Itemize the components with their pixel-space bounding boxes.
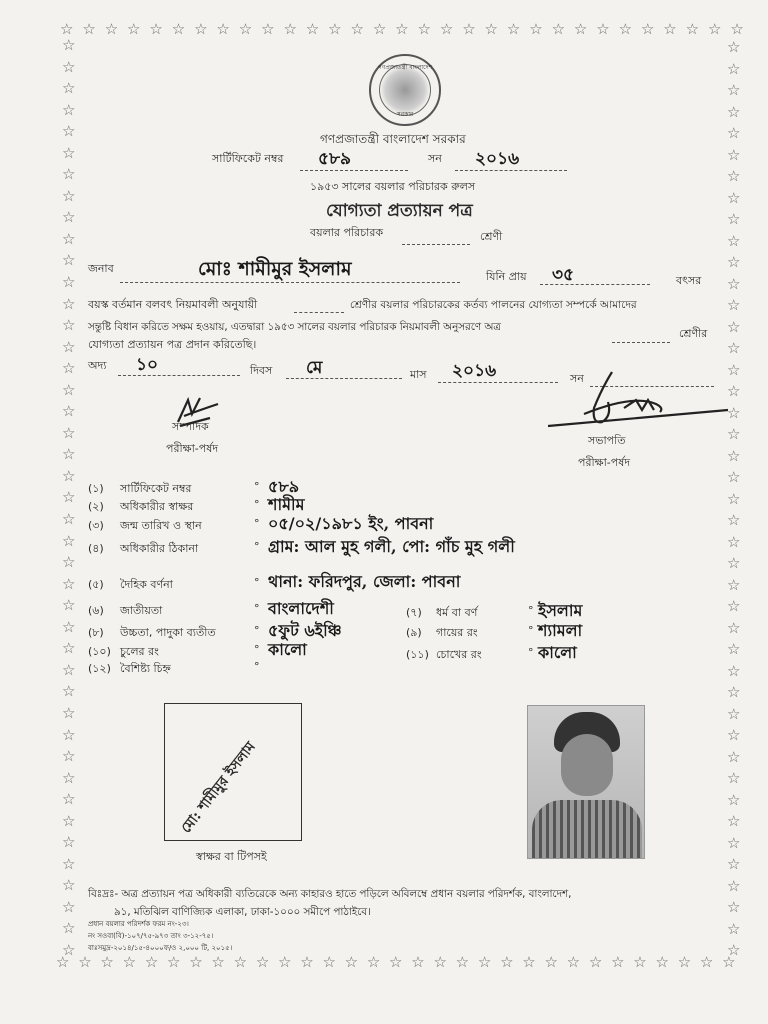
star-icon: ☆	[62, 359, 76, 378]
star-icon: ☆	[389, 953, 403, 971]
star-icon: ☆	[62, 79, 76, 98]
star-icon: ☆	[62, 703, 76, 722]
detail-label: বৈশিষ্ট্য চিহ্ন	[120, 662, 171, 675]
star-icon: ☆	[56, 953, 70, 971]
year-label: সন	[570, 372, 584, 385]
star-icon: ☆	[100, 953, 114, 971]
star-icon: ☆	[211, 953, 225, 971]
star-icon: ☆	[727, 296, 741, 314]
detail-num: (৭)	[406, 606, 422, 619]
body-line2b: শ্রেণীর	[679, 327, 708, 340]
detail-value: শ্যামলা	[538, 621, 583, 640]
star-icon: ☆	[255, 953, 270, 971]
star-icon: ☆	[633, 953, 647, 971]
year-value: ২০১৬	[452, 361, 497, 381]
star-icon: ☆	[366, 953, 381, 971]
star-icon: ☆	[62, 940, 76, 959]
star-icon: ☆	[62, 660, 76, 679]
star-icon: ☆	[727, 575, 741, 594]
detail-label: উচ্চতা, পাদুকা ব্যতীত	[120, 626, 216, 639]
star-icon: ☆	[455, 953, 470, 971]
rules-act: ১৯৫৩ সালের বয়লার পরিচারক রুলস	[310, 180, 476, 193]
star-icon: ☆	[233, 953, 248, 971]
star-icon: ☆	[62, 790, 76, 809]
president-role: সভাপতি	[588, 434, 626, 447]
body-line1a: বয়স্ক বর্তমান বলবৎ নিয়মাবলী অনুযায়ী	[88, 298, 258, 311]
star-icon: ☆	[104, 20, 119, 38]
star-icon: ☆	[283, 20, 297, 38]
star-icon: ☆	[544, 953, 558, 971]
holder-photo	[527, 705, 645, 859]
secretary-role: সম্পাদক	[172, 420, 209, 433]
detail-value: থানা: ফরিদপুর, জেলা: পাবনা	[268, 572, 461, 591]
star-icon: ☆	[62, 337, 76, 356]
star-border-bottom	[56, 955, 736, 970]
star-icon: ☆	[417, 20, 431, 38]
colon-mark: °	[254, 540, 260, 553]
footer-small2: নং সওবা(বি)-১০৭/৭৫-৯৭৩ তাং ৩-১২-৭৫।	[88, 932, 214, 940]
detail-num: (৪)	[88, 542, 104, 555]
star-icon: ☆	[727, 360, 741, 379]
star-icon: ☆	[144, 953, 159, 971]
attendant-label: বয়লার পরিচারক	[310, 226, 384, 239]
detail-num: (১)	[88, 482, 104, 495]
colon-mark: °	[254, 602, 260, 615]
colon-mark: °	[254, 480, 260, 493]
star-icon: ☆	[727, 403, 741, 422]
detail-num: (১০)	[88, 645, 111, 658]
star-icon: ☆	[62, 488, 76, 507]
government-seal-icon: গণপ্রজাতন্ত্রী বাংলাদেশ সরকার	[369, 54, 441, 126]
detail-num: (৬)	[88, 604, 104, 617]
secretary-org: পরীক্ষা-পর্ষদ	[166, 442, 219, 455]
star-icon: ☆	[727, 683, 741, 701]
star-icon: ☆	[722, 953, 736, 971]
star-icon: ☆	[62, 876, 76, 895]
cert-year-value: ২০১৬	[475, 149, 520, 169]
star-icon: ☆	[62, 811, 76, 830]
detail-label: দৈহিক বর্ণনা	[120, 578, 173, 591]
star-icon: ☆	[727, 425, 741, 443]
star-icon: ☆	[127, 20, 141, 38]
star-icon: ☆	[238, 20, 253, 38]
star-icon: ☆	[216, 20, 230, 38]
class-label: শ্রেণী	[480, 230, 503, 243]
star-icon: ☆	[261, 20, 275, 38]
cert-year-label: সন	[428, 152, 442, 165]
star-icon: ☆	[194, 20, 208, 38]
detail-num: (৩)	[88, 519, 104, 532]
detail-value: ইসলাম	[538, 601, 583, 620]
star-icon: ☆	[727, 124, 741, 142]
detail-label: সার্টিফিকেট নম্বর	[120, 482, 192, 495]
detail-label: গায়ের রং	[436, 626, 478, 639]
star-icon: ☆	[663, 20, 677, 38]
detail-label: জাতীয়তা	[120, 604, 163, 617]
star-icon: ☆	[566, 953, 581, 971]
star-icon: ☆	[727, 489, 741, 508]
star-icon: ☆	[727, 81, 741, 99]
president-signature-icon	[544, 364, 734, 436]
star-icon: ☆	[655, 953, 669, 971]
star-icon: ☆	[500, 953, 514, 971]
day-value: ১০	[136, 355, 159, 375]
detail-value: কালো	[268, 640, 307, 659]
detail-value: শামীম	[268, 495, 305, 514]
detail-value: গ্রাম: আল মুহ গলী, পো: গাঁচ মুহ গলী	[268, 537, 515, 556]
age-label: যিনি প্রায়	[486, 270, 527, 283]
colon-mark: °	[254, 517, 260, 530]
star-icon: ☆	[300, 953, 314, 971]
detail-label: অধিকারীর স্বাক্ষর	[120, 500, 194, 513]
day-label: দিবস	[250, 364, 273, 377]
month-label: মাস	[410, 368, 427, 381]
star-icon: ☆	[62, 273, 76, 292]
star-icon: ☆	[462, 20, 476, 38]
detail-value: ৫৮৯	[268, 477, 300, 496]
star-icon: ☆	[122, 953, 137, 971]
star-icon: ☆	[640, 20, 655, 38]
star-icon: ☆	[328, 20, 342, 38]
star-icon: ☆	[62, 725, 76, 744]
colon-mark: °	[254, 576, 260, 589]
star-icon: ☆	[727, 833, 741, 852]
star-icon: ☆	[727, 468, 741, 486]
star-icon: ☆	[62, 553, 76, 572]
star-icon: ☆	[62, 445, 76, 464]
star-icon: ☆	[62, 36, 76, 54]
star-icon: ☆	[62, 100, 76, 119]
star-icon: ☆	[189, 953, 203, 971]
footer-small1: প্রধান বয়লার পরিদর্শক ফরম নং-২৩।	[88, 920, 189, 928]
body-line3: যোগ্যতা প্রত্যায়ন পত্র প্রদান করিতেছি।	[88, 338, 257, 351]
star-icon: ☆	[727, 188, 741, 207]
star-icon: ☆	[82, 20, 96, 38]
star-icon: ☆	[727, 317, 741, 336]
month-value: মে	[306, 358, 323, 378]
footer-note: বিঃদ্রঃ- অত্র প্রত্যায়ন পত্র অধিকারী ব্যতিরেকে অন্য কাহারও হাতে পড়িলে অবিলম্বে প্রধান বয়লার পরিদর্শক, বাংলাদেশ,	[88, 888, 572, 900]
body-line2a: সন্তুষ্টি বিধান করিতে সক্ষম হওয়ায়, এতদ্বারা ১৯৫৩ সালের বয়লার পরিচারক নিয়মাবলী অনুসরণে অত্র	[88, 321, 501, 333]
star-icon: ☆	[439, 20, 454, 38]
star-icon: ☆	[727, 274, 741, 293]
star-icon: ☆	[62, 682, 76, 701]
star-icon: ☆	[484, 20, 498, 38]
name-label: জনাব	[88, 262, 114, 275]
star-icon: ☆	[62, 833, 76, 852]
star-border-top	[60, 22, 744, 37]
star-icon: ☆	[344, 953, 359, 971]
signature-box	[164, 703, 302, 841]
star-icon: ☆	[727, 941, 741, 959]
star-icon: ☆	[62, 768, 76, 787]
star-icon: ☆	[727, 661, 741, 680]
detail-num: (৮)	[88, 626, 104, 639]
footer-note2: ৯১, মতিঝিল বাণিজ্যিক এলাকা, ঢাকা-১০০০ সমীপে পাঠাইবে।	[114, 906, 371, 918]
colon-mark: °	[254, 660, 260, 673]
holder-name: মোঃ শামীমুর ইসলাম	[198, 258, 352, 280]
star-icon: ☆	[506, 20, 521, 38]
detail-value: কালো	[538, 643, 577, 662]
star-icon: ☆	[62, 208, 76, 227]
star-icon: ☆	[167, 953, 181, 971]
star-icon: ☆	[305, 20, 320, 38]
detail-value: ০৫/০২/১৯৮১ ইং, পাবনা	[268, 514, 434, 533]
star-icon: ☆	[727, 38, 741, 56]
body-line1b: শ্রেণীর বয়লার পরিচারকের কর্তব্য পালনের যোগ্যতা সম্পর্কে আমাদের	[350, 299, 637, 311]
age-value: ৩৫	[552, 265, 575, 285]
colon-mark: °	[528, 604, 534, 617]
star-icon: ☆	[433, 953, 447, 971]
star-icon: ☆	[62, 854, 76, 873]
star-icon: ☆	[727, 339, 741, 357]
detail-value: বাংলাদেশী	[268, 599, 334, 618]
detail-label: চুলের রং	[120, 645, 159, 658]
detail-label: জন্ম তারিখ ও স্থান	[120, 519, 202, 532]
star-icon: ☆	[62, 510, 76, 529]
detail-num: (১১)	[406, 648, 429, 661]
star-icon: ☆	[727, 640, 741, 658]
certificate-title: যোগ্যতা প্রত্যায়ন পত্র	[326, 201, 473, 221]
star-icon: ☆	[395, 20, 409, 38]
star-icon: ☆	[62, 747, 76, 766]
star-icon: ☆	[727, 210, 741, 228]
star-icon: ☆	[727, 253, 741, 271]
star-icon: ☆	[62, 617, 76, 636]
star-icon: ☆	[529, 20, 543, 38]
star-icon: ☆	[62, 251, 76, 270]
star-icon: ☆	[62, 186, 76, 205]
star-icon: ☆	[727, 597, 741, 615]
detail-label: অধিকারীর ঠিকানা	[120, 542, 199, 555]
star-icon: ☆	[727, 876, 741, 895]
star-icon: ☆	[596, 20, 610, 38]
star-icon: ☆	[727, 554, 741, 572]
star-icon: ☆	[149, 20, 163, 38]
star-icon: ☆	[62, 574, 76, 593]
star-icon: ☆	[62, 531, 76, 550]
star-icon: ☆	[727, 102, 741, 121]
colon-mark: °	[254, 643, 260, 656]
colon-mark: °	[254, 498, 260, 511]
star-icon: ☆	[62, 229, 76, 248]
star-icon: ☆	[727, 919, 741, 938]
detail-value: ৫ফুট ৬ইঞ্চি	[268, 621, 342, 640]
star-icon: ☆	[677, 953, 692, 971]
star-icon: ☆	[730, 20, 744, 38]
star-icon: ☆	[62, 466, 76, 485]
star-icon: ☆	[278, 953, 292, 971]
star-icon: ☆	[573, 20, 588, 38]
star-icon: ☆	[727, 726, 741, 744]
star-icon: ☆	[62, 402, 76, 421]
star-icon: ☆	[62, 122, 76, 141]
government-name: গণপ্রজাতন্ত্রী বাংলাদেশ সরকার	[320, 132, 466, 146]
signature-box-value: মো: শামীমুর ইসলাম	[178, 739, 259, 837]
star-icon: ☆	[62, 165, 76, 184]
star-icon: ☆	[372, 20, 387, 38]
star-icon: ☆	[727, 382, 741, 400]
star-icon: ☆	[522, 953, 536, 971]
star-icon: ☆	[62, 57, 76, 76]
cert-no-value: ৫৮৯	[318, 149, 352, 169]
star-icon: ☆	[727, 898, 741, 916]
star-icon: ☆	[727, 790, 741, 809]
star-icon: ☆	[727, 618, 741, 637]
star-border-left	[62, 38, 75, 958]
detail-num: (৫)	[88, 578, 104, 591]
colon-mark: °	[528, 624, 534, 637]
star-icon: ☆	[350, 20, 364, 38]
star-icon: ☆	[727, 704, 741, 723]
star-icon: ☆	[727, 59, 741, 78]
star-icon: ☆	[727, 812, 741, 830]
star-icon: ☆	[62, 143, 76, 162]
star-icon: ☆	[588, 953, 603, 971]
star-icon: ☆	[62, 596, 76, 615]
star-icon: ☆	[727, 145, 741, 164]
star-icon: ☆	[727, 446, 741, 465]
signature-box-caption: স্বাক্ষর বা টিপসই	[196, 850, 267, 863]
star-icon: ☆	[727, 855, 741, 873]
star-icon: ☆	[727, 231, 741, 250]
star-icon: ☆	[727, 532, 741, 551]
star-icon: ☆	[411, 953, 425, 971]
star-icon: ☆	[477, 953, 492, 971]
colon-mark: °	[528, 646, 534, 659]
star-icon: ☆	[62, 639, 76, 658]
star-icon: ☆	[699, 953, 714, 971]
star-icon: ☆	[62, 380, 76, 399]
colon-mark: °	[254, 624, 260, 637]
president-org: পরীক্ষা-পর্ষদ	[578, 456, 631, 469]
star-icon: ☆	[727, 511, 741, 529]
footer-small3: বাঃসমুদ্র-২০১৪/১৫-৪০০০ফ/ও ২,০০০ টি, ২০১৫।	[88, 944, 233, 952]
detail-label: চোখের রং	[436, 648, 482, 661]
star-icon: ☆	[62, 897, 76, 916]
star-icon: ☆	[685, 20, 700, 38]
star-icon: ☆	[707, 20, 722, 38]
detail-num: (১২)	[88, 662, 111, 675]
detail-num: (৯)	[406, 626, 422, 639]
detail-label: ধর্ম বা বর্ণ	[436, 606, 478, 619]
star-icon: ☆	[62, 294, 76, 313]
cert-no-label: সার্টিফিকেট নম্বর	[212, 152, 284, 165]
star-icon: ☆	[611, 953, 625, 971]
star-icon: ☆	[618, 20, 633, 38]
star-icon: ☆	[171, 20, 186, 38]
star-icon: ☆	[551, 20, 566, 38]
star-icon: ☆	[60, 20, 74, 38]
star-icon: ☆	[78, 953, 92, 971]
age-unit: বৎসর	[676, 274, 702, 287]
star-icon: ☆	[62, 316, 76, 335]
star-icon: ☆	[727, 769, 741, 787]
star-icon: ☆	[727, 167, 741, 185]
star-icon: ☆	[322, 953, 336, 971]
star-icon: ☆	[62, 423, 76, 442]
detail-num: (২)	[88, 500, 104, 513]
star-border-right	[727, 40, 740, 958]
star-icon: ☆	[727, 747, 741, 766]
star-icon: ☆	[62, 919, 76, 938]
date-label: অদ্য	[88, 359, 107, 372]
